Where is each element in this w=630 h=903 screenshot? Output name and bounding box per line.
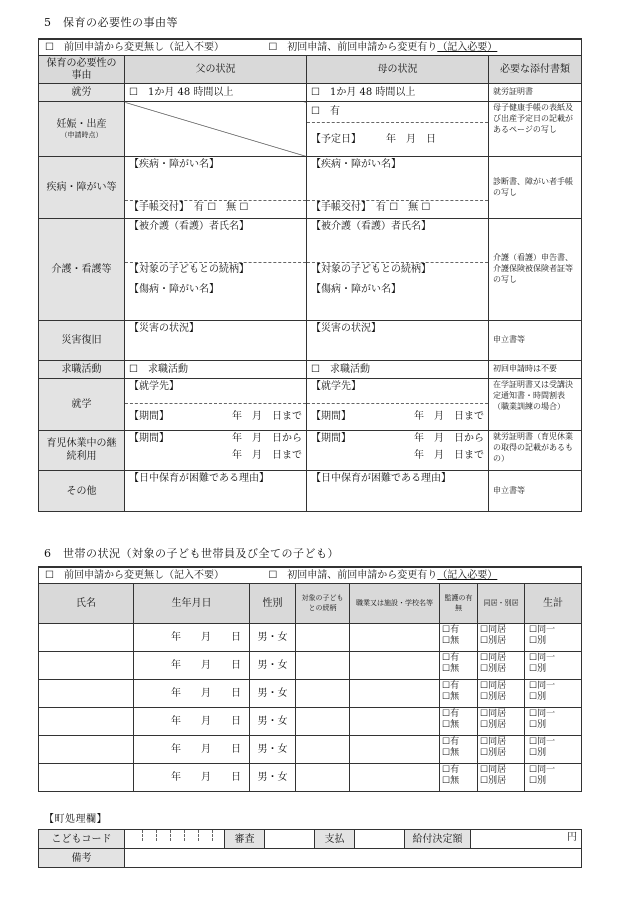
livelihood-separate-checkbox[interactable]: ☐別 bbox=[529, 748, 547, 759]
s6-option-required: （記入必要） bbox=[437, 570, 498, 581]
member-name[interactable] bbox=[39, 764, 134, 792]
livelihood-separate-checkbox[interactable]: ☐別 bbox=[529, 776, 547, 787]
header-reason: 保育の必要性の事由 bbox=[39, 56, 125, 84]
member-livelihood bbox=[525, 764, 582, 792]
livelihood-same-checkbox[interactable]: ☐同一 bbox=[529, 625, 556, 635]
pregnancy-mother-cell bbox=[307, 102, 489, 157]
row-other-label: その他 bbox=[39, 471, 125, 512]
cohabit-separate-checkbox[interactable]: ☐別居 bbox=[480, 748, 507, 759]
cohabit-separate-checkbox[interactable]: ☐別居 bbox=[480, 776, 507, 787]
member-custody bbox=[440, 708, 478, 736]
header-docs: 必要な添付書類 bbox=[489, 56, 582, 84]
row-jobhunt-label: 求職活動 bbox=[39, 361, 125, 379]
jobhunt-mother-checkbox[interactable]: ☐ 求職活動 bbox=[307, 361, 489, 379]
child-code-field[interactable] bbox=[125, 830, 225, 849]
illness-father-notebook[interactable]: 【手帳交付】 有 ☐ 無 ☐ bbox=[129, 202, 249, 213]
office-title: 【町処理欄】 bbox=[44, 814, 107, 825]
custody-no-checkbox[interactable]: ☐無 bbox=[442, 636, 460, 647]
custody-yes-checkbox[interactable]: ☐有 bbox=[442, 737, 460, 747]
member-name[interactable] bbox=[39, 652, 134, 680]
row-pregnancy-label bbox=[39, 102, 125, 157]
member-birth[interactable]: 年 月 日 bbox=[134, 708, 250, 736]
row-care-label: 介護・看護等 bbox=[39, 219, 125, 321]
necessity-table bbox=[38, 38, 582, 512]
custody-yes-checkbox[interactable]: ☐有 bbox=[442, 653, 460, 663]
livelihood-separate-checkbox[interactable]: ☐別 bbox=[529, 636, 547, 647]
illness-mother-cell bbox=[307, 157, 489, 219]
member-relation[interactable] bbox=[296, 736, 350, 764]
care-father-cell bbox=[125, 219, 307, 321]
s5-option-first[interactable]: ☐ 初回申請、前回申請から変更有り bbox=[268, 42, 438, 53]
study-father-cell bbox=[125, 379, 307, 431]
cohabit-separate-checkbox[interactable]: ☐別居 bbox=[480, 692, 507, 703]
illness-father-cell bbox=[125, 157, 307, 219]
other-docs: 申立書等 bbox=[489, 471, 582, 512]
jobhunt-father-checkbox[interactable]: ☐ 求職活動 bbox=[125, 361, 307, 379]
member-sex[interactable]: 男・女 bbox=[250, 652, 296, 680]
member-job[interactable] bbox=[350, 624, 440, 652]
s6-option-first[interactable]: ☐ 初回申請、前回申請から変更有り bbox=[268, 570, 438, 581]
illness-mother-notebook[interactable]: 【手帳交付】 有 ☐ 無 ☐ bbox=[311, 202, 431, 213]
s5-option-no-change[interactable]: ☐ 前回申請から変更無し（記入不要） bbox=[45, 42, 224, 53]
custody-no-checkbox[interactable]: ☐無 bbox=[442, 720, 460, 731]
member-cohabit bbox=[478, 624, 525, 652]
member-relation[interactable] bbox=[296, 652, 350, 680]
household-row bbox=[39, 624, 582, 652]
remarks-field[interactable] bbox=[125, 849, 582, 868]
study-mother-school[interactable]: 【就学先】 bbox=[311, 381, 361, 392]
pregnancy-father-na bbox=[125, 102, 307, 157]
row-leave-label: 育児休業中の継続利用 bbox=[39, 431, 125, 471]
custody-no-checkbox[interactable]: ☐無 bbox=[442, 776, 460, 787]
livelihood-separate-checkbox[interactable]: ☐別 bbox=[529, 692, 547, 703]
pregnancy-docs: 母子健康手帳の表紙及び出産予定日の記載があるページの写し bbox=[489, 102, 582, 157]
cohabit-same-checkbox[interactable]: ☐同居 bbox=[480, 765, 507, 775]
review-field[interactable] bbox=[265, 830, 315, 849]
member-relation[interactable] bbox=[296, 680, 350, 708]
care-father-illness[interactable]: 【傷病・障がい名】 bbox=[129, 284, 219, 295]
benefit-label: 給付決定額 bbox=[405, 830, 471, 849]
disaster-docs: 申立書等 bbox=[489, 321, 582, 361]
cohabit-separate-checkbox[interactable]: ☐別居 bbox=[480, 636, 507, 647]
member-cohabit bbox=[478, 680, 525, 708]
member-livelihood bbox=[525, 736, 582, 764]
s6-option-no-change[interactable]: ☐ 前回申請から変更無し（記入不要） bbox=[45, 570, 224, 581]
col-birth: 生年月日 bbox=[134, 584, 250, 624]
member-custody bbox=[440, 736, 478, 764]
cohabit-separate-checkbox[interactable]: ☐別居 bbox=[480, 664, 507, 675]
member-custody bbox=[440, 680, 478, 708]
other-mother[interactable]: 【日中保育が困難である理由】 bbox=[307, 471, 489, 512]
col-livelihood: 生計 bbox=[525, 584, 582, 624]
member-relation[interactable] bbox=[296, 764, 350, 792]
other-father[interactable]: 【日中保育が困難である理由】 bbox=[125, 471, 307, 512]
member-name[interactable] bbox=[39, 624, 134, 652]
custody-no-checkbox[interactable]: ☐無 bbox=[442, 664, 460, 675]
s5-option-required: （記入必要） bbox=[437, 42, 498, 53]
leave-mother-cell bbox=[307, 431, 489, 471]
header-father: 父の状況 bbox=[125, 56, 307, 84]
leave-docs: 就労証明書（育児休業の取得の記載があるもの） bbox=[489, 431, 582, 471]
illness-docs: 診断書、障がい者手帳の写し bbox=[489, 157, 582, 219]
study-father-period-end[interactable]: 年 月 日まで bbox=[232, 411, 302, 422]
section6-title: 6 世帯の状況（対象の子ども世帯員及び全ての子ども） bbox=[44, 547, 339, 560]
work-docs: 就労証明書 bbox=[489, 84, 582, 102]
pregnancy-label-sub: （申請時点） bbox=[60, 130, 103, 139]
study-mother-period-label: 【期間】 bbox=[311, 411, 351, 422]
member-birth[interactable]: 年 月 日 bbox=[134, 736, 250, 764]
member-cohabit bbox=[478, 652, 525, 680]
section6-options bbox=[39, 567, 582, 584]
member-birth[interactable]: 年 月 日 bbox=[134, 764, 250, 792]
study-mother-period-end[interactable]: 年 月 日まで bbox=[414, 411, 484, 422]
member-job[interactable] bbox=[350, 680, 440, 708]
row-study-label: 就学 bbox=[39, 379, 125, 431]
member-custody bbox=[440, 764, 478, 792]
row-disaster-label: 災害復旧 bbox=[39, 321, 125, 361]
disaster-mother[interactable]: 【災害の状況】 bbox=[307, 321, 489, 361]
custody-no-checkbox[interactable]: ☐無 bbox=[442, 748, 460, 759]
livelihood-same-checkbox[interactable]: ☐同一 bbox=[529, 709, 556, 719]
member-job[interactable] bbox=[350, 652, 440, 680]
member-name[interactable] bbox=[39, 736, 134, 764]
livelihood-same-checkbox[interactable]: ☐同一 bbox=[529, 681, 556, 691]
member-custody bbox=[440, 652, 478, 680]
custody-yes-checkbox[interactable]: ☐有 bbox=[442, 625, 460, 635]
livelihood-same-checkbox[interactable]: ☐同一 bbox=[529, 653, 556, 663]
livelihood-same-checkbox[interactable]: ☐同一 bbox=[529, 737, 556, 747]
member-name[interactable] bbox=[39, 708, 134, 736]
care-mother-relation[interactable]: 【対象の子どもとの続柄】 bbox=[311, 264, 431, 275]
member-job[interactable] bbox=[350, 764, 440, 792]
col-name: 氏名 bbox=[39, 584, 134, 624]
payment-field[interactable] bbox=[355, 830, 405, 849]
member-livelihood bbox=[525, 652, 582, 680]
leave-mother-period-label: 【期間】 bbox=[311, 433, 351, 444]
household-row bbox=[39, 736, 582, 764]
leave-father-cell bbox=[125, 431, 307, 471]
member-livelihood bbox=[525, 708, 582, 736]
col-job: 職業又は施設・学校名等 bbox=[350, 584, 440, 624]
member-relation[interactable] bbox=[296, 708, 350, 736]
leave-mother-to[interactable]: 年 月 日まで bbox=[414, 450, 484, 461]
study-docs: 在学証明書又は受講決定通知書・時間割表（職業訓練の場合） bbox=[489, 379, 582, 431]
study-father-school[interactable]: 【就学先】 bbox=[129, 381, 179, 392]
work-father-checkbox[interactable]: ☐ 1か月 48 時間以上 bbox=[125, 84, 307, 102]
member-name[interactable] bbox=[39, 680, 134, 708]
cohabit-same-checkbox[interactable]: ☐同居 bbox=[480, 737, 507, 747]
care-mother-illness[interactable]: 【傷病・障がい名】 bbox=[311, 284, 401, 295]
cohabit-separate-checkbox[interactable]: ☐別居 bbox=[480, 720, 507, 731]
disaster-father[interactable]: 【災害の状況】 bbox=[125, 321, 307, 361]
livelihood-separate-checkbox[interactable]: ☐別 bbox=[529, 720, 547, 731]
leave-father-period-label: 【期間】 bbox=[129, 433, 169, 444]
leave-father-from[interactable]: 年 月 日から bbox=[232, 433, 302, 444]
study-mother-cell bbox=[307, 379, 489, 431]
section5-options bbox=[39, 39, 582, 56]
pregnancy-due-date[interactable]: 【予定日】 年 月 日 bbox=[311, 134, 436, 145]
member-relation[interactable] bbox=[296, 624, 350, 652]
care-docs: 介護（看護）申告書、介護保険被保険者証等の写し bbox=[489, 219, 582, 321]
member-birth[interactable]: 年 月 日 bbox=[134, 680, 250, 708]
member-sex[interactable]: 男・女 bbox=[250, 764, 296, 792]
member-birth[interactable]: 年 月 日 bbox=[134, 652, 250, 680]
col-cohabit: 同居・別居 bbox=[478, 584, 525, 624]
household-table bbox=[38, 566, 582, 792]
illness-mother-name[interactable]: 【疾病・障がい名】 bbox=[311, 159, 401, 170]
member-cohabit bbox=[478, 708, 525, 736]
care-mother-name[interactable]: 【被介護（看護）者氏名】 bbox=[311, 221, 431, 232]
member-livelihood bbox=[525, 680, 582, 708]
member-cohabit bbox=[478, 764, 525, 792]
benefit-field[interactable] bbox=[471, 830, 582, 849]
office-table bbox=[38, 829, 582, 868]
custody-yes-checkbox[interactable]: ☐有 bbox=[442, 765, 460, 775]
pregnancy-mother-yes[interactable]: ☐ 有 bbox=[311, 106, 340, 117]
custody-no-checkbox[interactable]: ☐無 bbox=[442, 692, 460, 703]
member-sex[interactable]: 男・女 bbox=[250, 736, 296, 764]
review-label: 審査 bbox=[225, 830, 265, 849]
row-illness-label: 疾病・障がい等 bbox=[39, 157, 125, 219]
member-livelihood bbox=[525, 624, 582, 652]
leave-mother-from[interactable]: 年 月 日から bbox=[414, 433, 484, 444]
col-custody: 監護の有無 bbox=[440, 584, 478, 624]
care-father-name[interactable]: 【被介護（看護）者氏名】 bbox=[129, 221, 249, 232]
member-custody bbox=[440, 624, 478, 652]
member-birth[interactable]: 年 月 日 bbox=[134, 624, 250, 652]
remarks-label: 備考 bbox=[39, 849, 125, 868]
member-sex[interactable]: 男・女 bbox=[250, 680, 296, 708]
payment-label: 支払 bbox=[315, 830, 355, 849]
illness-father-name[interactable]: 【疾病・障がい名】 bbox=[129, 159, 219, 170]
care-father-relation[interactable]: 【対象の子どもとの続柄】 bbox=[129, 264, 249, 275]
row-work-label: 就労 bbox=[39, 84, 125, 102]
cohabit-same-checkbox[interactable]: ☐同居 bbox=[480, 709, 507, 719]
member-sex[interactable]: 男・女 bbox=[250, 624, 296, 652]
household-row bbox=[39, 764, 582, 792]
household-row bbox=[39, 652, 582, 680]
member-job[interactable] bbox=[350, 736, 440, 764]
col-relation: 対象の子どもとの続柄 bbox=[296, 584, 350, 624]
jobhunt-docs: 初回申請時は不要 bbox=[489, 361, 582, 379]
custody-yes-checkbox[interactable]: ☐有 bbox=[442, 709, 460, 719]
household-row bbox=[39, 708, 582, 736]
yen-unit: 円 bbox=[567, 832, 577, 843]
livelihood-separate-checkbox[interactable]: ☐別 bbox=[529, 664, 547, 675]
leave-father-to[interactable]: 年 月 日まで bbox=[232, 450, 302, 461]
member-sex[interactable]: 男・女 bbox=[250, 708, 296, 736]
study-father-period-label: 【期間】 bbox=[129, 411, 169, 422]
cohabit-same-checkbox[interactable]: ☐同居 bbox=[480, 681, 507, 691]
section5-title: 5 保育の必要性の事由等 bbox=[44, 16, 178, 29]
pregnancy-label-text: 妊娠・出産 bbox=[56, 118, 107, 130]
cohabit-same-checkbox[interactable]: ☐同居 bbox=[480, 625, 507, 635]
care-mother-cell bbox=[307, 219, 489, 321]
member-cohabit bbox=[478, 736, 525, 764]
livelihood-same-checkbox[interactable]: ☐同一 bbox=[529, 765, 556, 775]
col-sex: 性別 bbox=[250, 584, 296, 624]
household-row bbox=[39, 680, 582, 708]
custody-yes-checkbox[interactable]: ☐有 bbox=[442, 681, 460, 691]
member-job[interactable] bbox=[350, 708, 440, 736]
cohabit-same-checkbox[interactable]: ☐同居 bbox=[480, 653, 507, 663]
child-code-label: こどもコード bbox=[39, 830, 125, 849]
header-mother: 母の状況 bbox=[307, 56, 489, 84]
work-mother-checkbox[interactable]: ☐ 1か月 48 時間以上 bbox=[307, 84, 489, 102]
